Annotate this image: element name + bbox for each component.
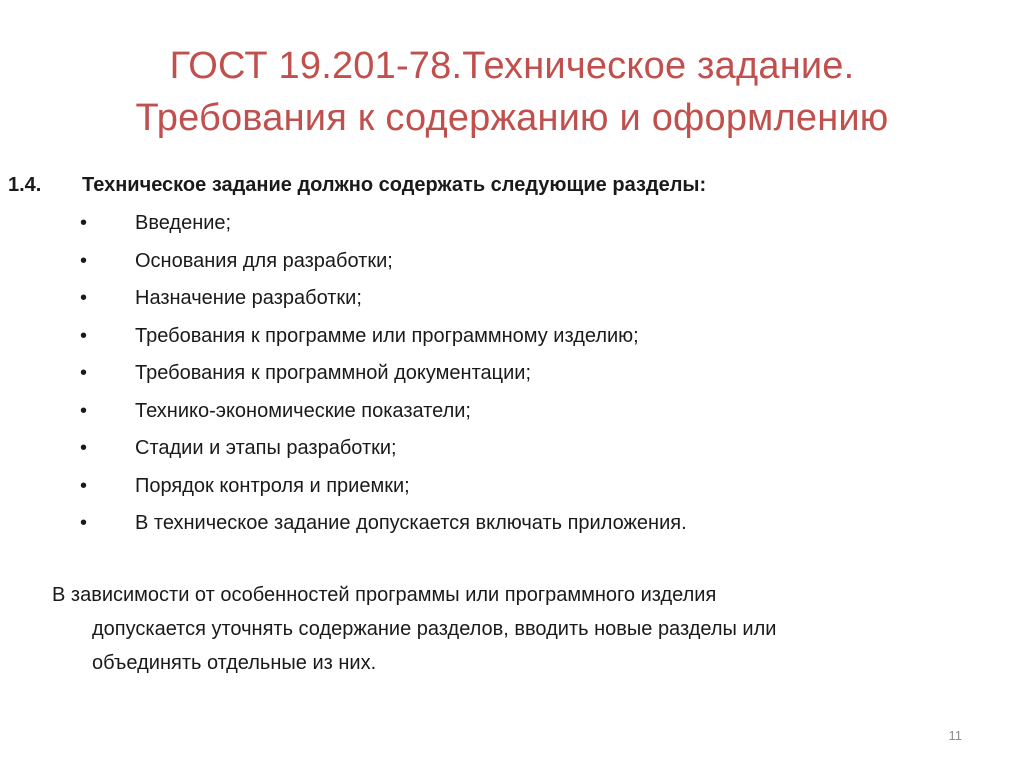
bullet-icon: • (80, 437, 88, 459)
note-line-1: В зависимости от особенностей программы или программного изделия (52, 584, 717, 606)
list-item-text: Порядок контроля и приемки; (135, 474, 410, 497)
note-paragraph (52, 578, 1002, 680)
bullet-icon: • (80, 512, 88, 534)
note-line-2: допускается уточнять содержание разделов, вводить новые разделы или (92, 618, 777, 640)
bullet-icon: • (80, 249, 88, 272)
section-heading-text: Техническое задание должно содержать следующие разделы: (82, 174, 707, 196)
list-item-text: Стадии и этапы разработки; (135, 437, 397, 459)
list-item-text: Основания для разработки; (135, 249, 393, 272)
slide-title (0, 40, 1024, 144)
bullet-icon: • (80, 324, 88, 347)
bullet-icon: • (80, 474, 88, 497)
slide-title-line-2: Требования к содержанию и оформлению (135, 97, 889, 139)
page-number: 11 (948, 728, 962, 743)
section-heading (8, 172, 706, 198)
list-item-text: Требования к программной документации; (135, 362, 532, 384)
list-item-text: В техническое задание допускается включать приложения. (135, 512, 687, 534)
list-item-text: Назначение разработки; (135, 287, 362, 309)
slide-title-line-1: ГОСТ 19.201-78.Техническое задание. (169, 45, 855, 87)
bullet-icon: • (80, 287, 88, 309)
bullet-icon: • (80, 399, 88, 422)
bullet-icon: • (80, 212, 88, 234)
list-item-text: Технико-экономические показатели; (135, 399, 471, 422)
bullet-icon: • (80, 362, 88, 384)
list-item-text: Введение; (135, 212, 232, 234)
note-line-3: объединять отдельные из них. (92, 652, 377, 674)
section-number: 1.4. (8, 174, 42, 196)
list-item-text: Требования к программе или программному изделию; (135, 324, 639, 347)
